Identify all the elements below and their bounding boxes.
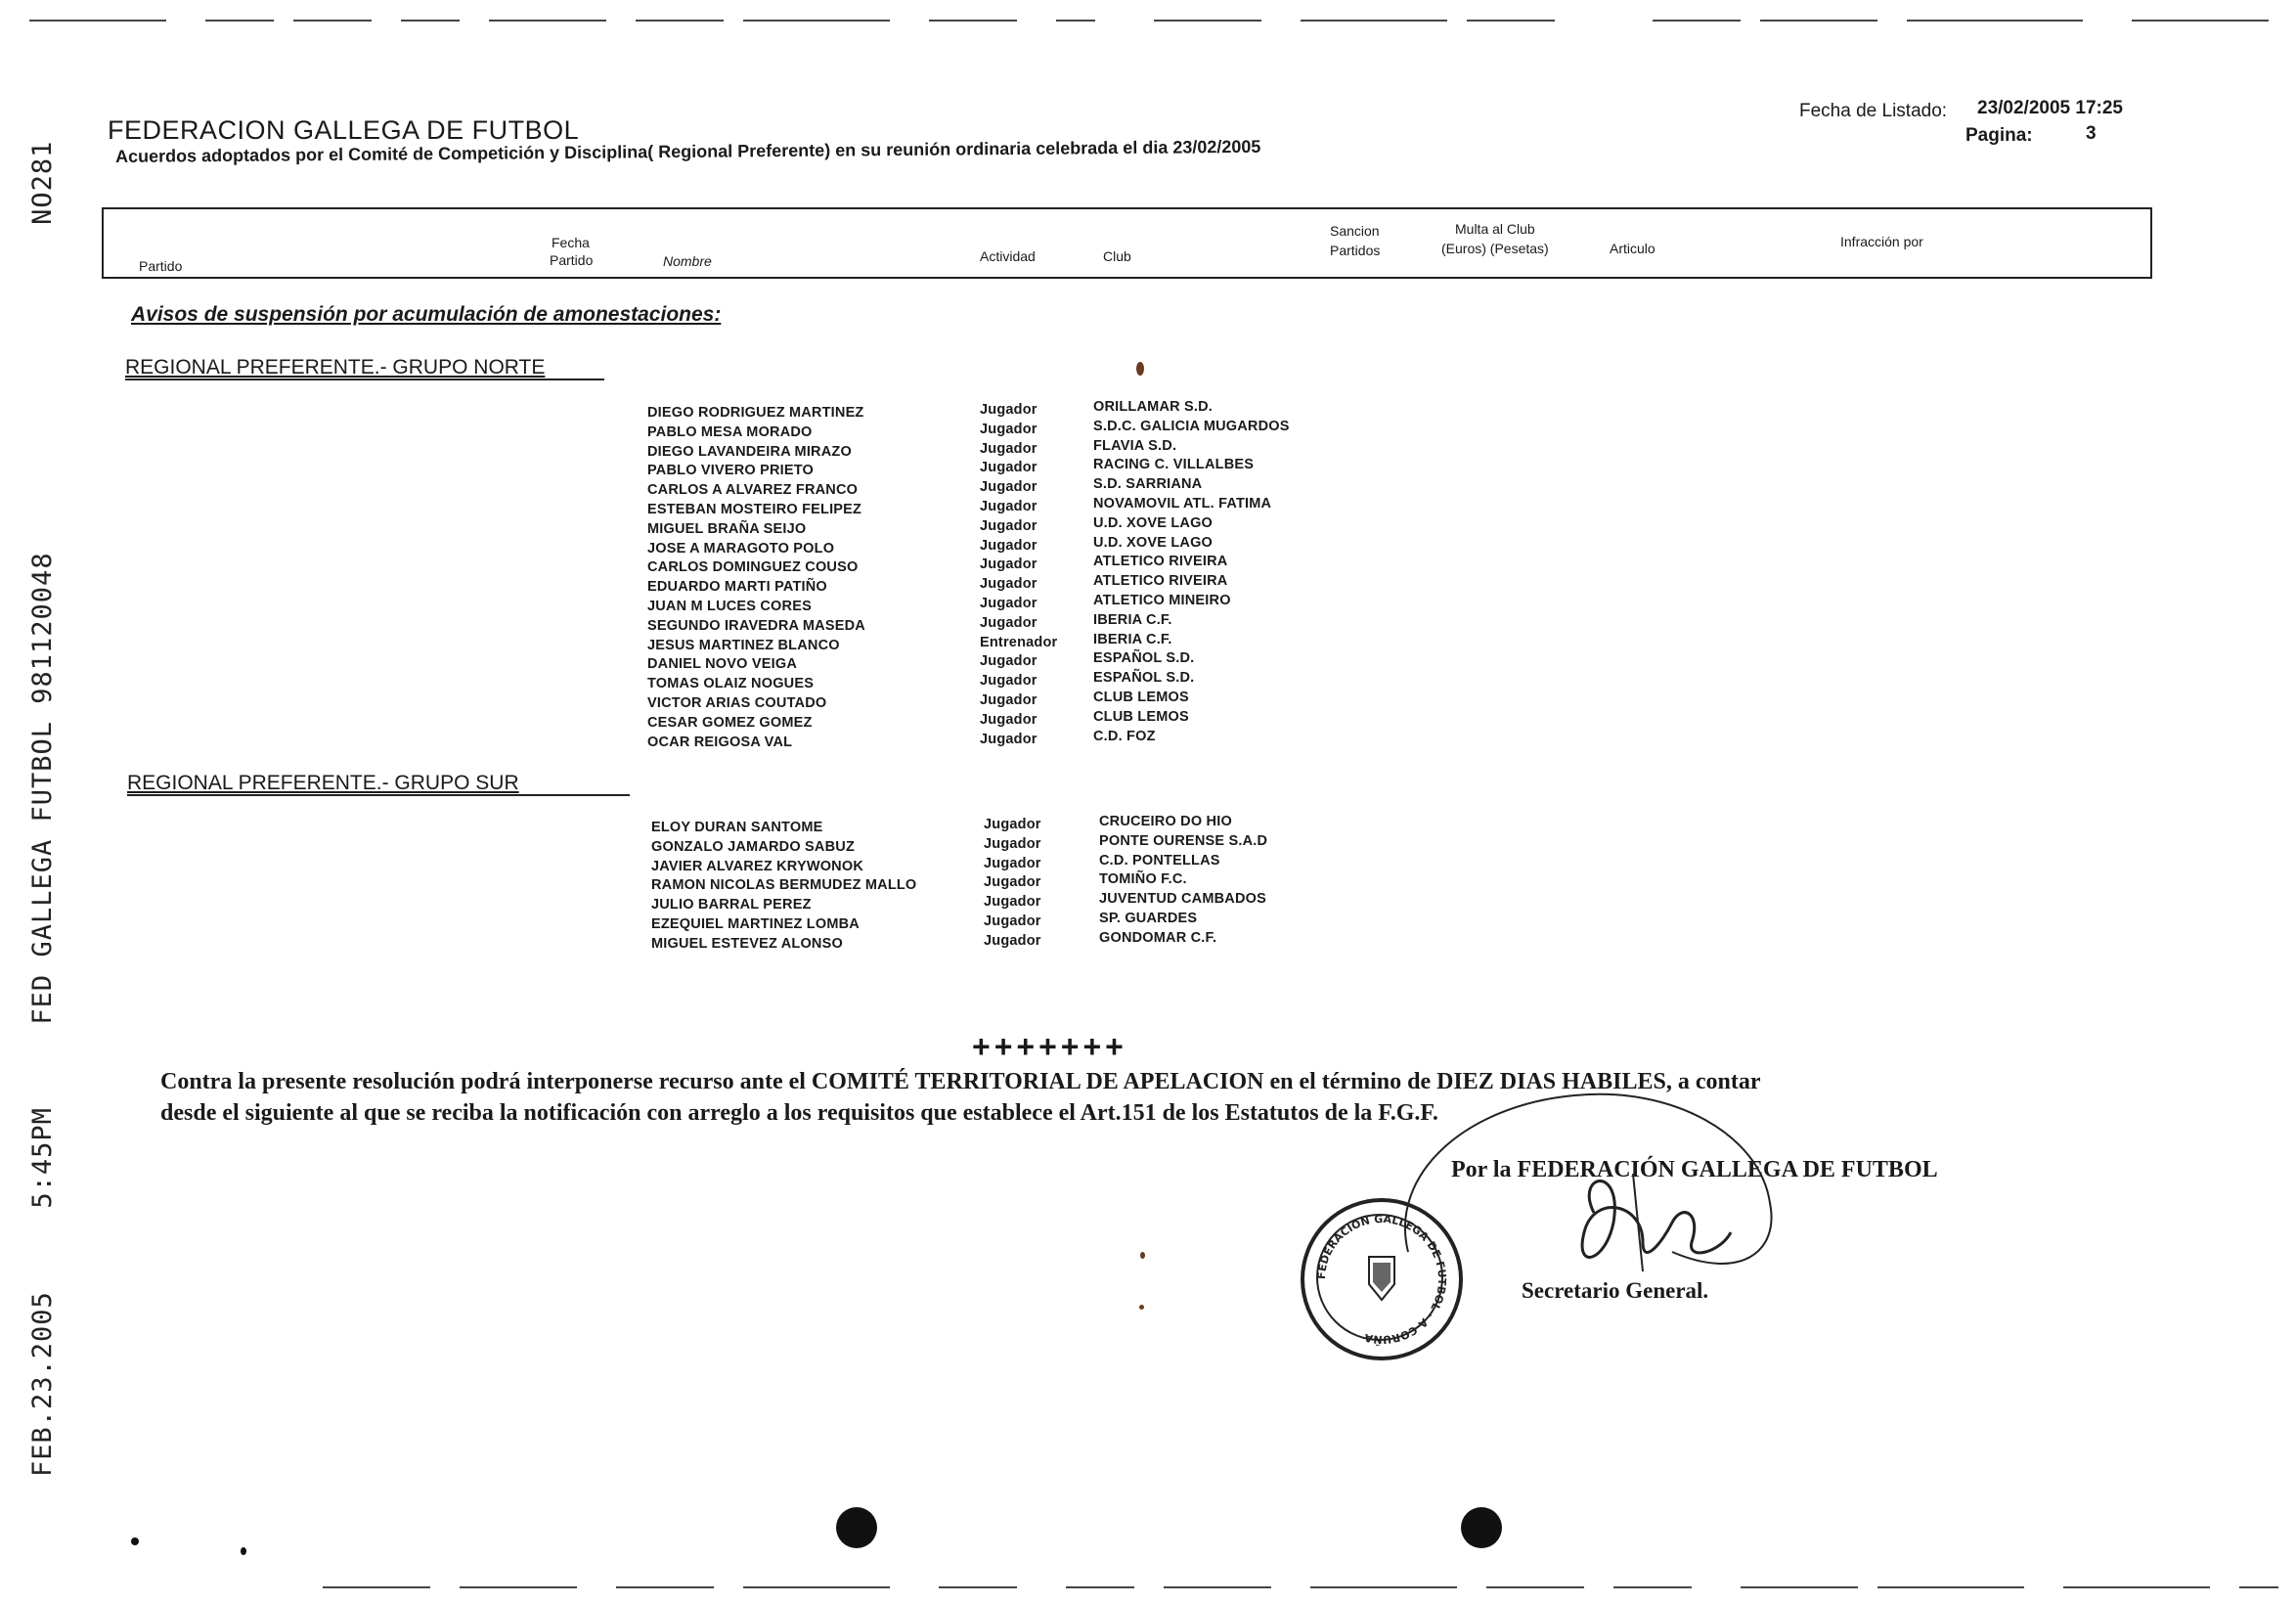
- bottom-scan-edge: [0, 1586, 2296, 1590]
- list-item: Jugador: [980, 402, 1038, 418]
- list-item: Entrenador: [980, 634, 1058, 650]
- ink-speck: [241, 1547, 246, 1555]
- fax-date: FEB.23.2005: [27, 1291, 58, 1477]
- list-item: Jugador: [980, 576, 1038, 593]
- list-item: ESPAÑOL S.D.: [1093, 670, 1195, 687]
- list-item: CRUCEIRO DO HIO: [1099, 814, 1232, 829]
- list-item: U.D. XOVE LAGO: [1093, 534, 1214, 551]
- list-item: CARLOS A ALVAREZ FRANCO: [647, 482, 859, 499]
- list-item: Jugador: [980, 557, 1038, 573]
- list-item: Jugador: [980, 711, 1038, 728]
- names-column-sur: [651, 820, 916, 956]
- list-item: Jugador: [984, 932, 1041, 949]
- list-item: TOMAS OLAIZ NOGUES: [647, 676, 815, 692]
- list-item: GONZALO JAMARDO SABUZ: [651, 838, 855, 855]
- separator-marks: +++++++: [972, 1029, 1127, 1064]
- list-item: Jugador: [980, 595, 1038, 611]
- list-item: GONDOMAR C.F.: [1099, 929, 1217, 946]
- list-item: S.D.C. GALICIA MUGARDOS: [1093, 418, 1290, 434]
- list-item: IBERIA C.F.: [1093, 631, 1172, 647]
- activity-column-sur: [984, 817, 1041, 953]
- fax-time: 5:45PM: [27, 1107, 58, 1209]
- col-multa-1: Multa al Club: [1455, 221, 1535, 237]
- list-item: MIGUEL BRAÑA SEIJO: [647, 520, 807, 537]
- federation-seal: [1301, 1198, 1463, 1360]
- col-nombre: Nombre: [663, 253, 712, 269]
- list-item: C.D. PONTELLAS: [1099, 852, 1220, 869]
- signed-by: Por la FEDERACIÓN GALLEGA DE FUTBOL: [1451, 1157, 1938, 1182]
- list-item: ELOY DURAN SANTOME: [651, 820, 823, 835]
- list-item: OCAR REIGOSA VAL: [647, 734, 793, 750]
- col-fecha-1: Fecha: [552, 235, 590, 250]
- ink-speck: [131, 1537, 139, 1545]
- list-item: Jugador: [980, 517, 1038, 534]
- column-header-bar: [102, 207, 2152, 279]
- list-item: EDUARDO MARTI PATIÑO: [647, 579, 827, 596]
- list-item: JUAN M LUCES CORES: [647, 598, 812, 614]
- list-item: DANIEL NOVO VEIGA: [647, 656, 797, 673]
- list-item: ATLETICO RIVEIRA: [1093, 554, 1228, 570]
- listing-date-label: Fecha de Listado:: [1799, 101, 1948, 121]
- list-item: SP. GUARDES: [1099, 910, 1198, 926]
- list-item: Jugador: [984, 874, 1041, 891]
- list-item: Jugador: [980, 731, 1038, 747]
- list-item: Jugador: [980, 691, 1038, 708]
- list-item: DIEGO LAVANDEIRA MIRAZO: [647, 443, 852, 460]
- list-item: ESPAÑOL S.D.: [1093, 650, 1195, 667]
- list-item: CLUB LEMOS: [1093, 708, 1189, 725]
- list-item: RACING C. VILLALBES: [1093, 457, 1255, 473]
- col-club: Club: [1103, 248, 1131, 264]
- names-column-norte: [647, 405, 865, 753]
- list-item: FLAVIA S.D.: [1093, 437, 1177, 454]
- group-title-sur: REGIONAL PREFERENTE.- GRUPO SUR: [127, 772, 519, 794]
- list-item: JESUS MARTINEZ BLANCO: [647, 637, 840, 653]
- appeal-notice-line-2: desde el siguiente al que se reciba la notificación con arreglo a los requisitos que establece el Art.151 de los Estatutos de la F.G.F.: [160, 1100, 1438, 1126]
- ink-speck: [1136, 362, 1144, 376]
- list-item: DIEGO RODRIGUEZ MARTINEZ: [647, 405, 864, 421]
- list-item: Jugador: [980, 653, 1038, 670]
- list-item: Jugador: [984, 835, 1041, 852]
- group-title-norte: REGIONAL PREFERENTE.- GRUPO NORTE: [125, 356, 546, 379]
- list-item: Jugador: [984, 817, 1041, 832]
- group-heading-sur: [127, 772, 519, 795]
- list-item: ORILLAMAR S.D.: [1093, 399, 1214, 415]
- list-item: Jugador: [980, 537, 1038, 554]
- col-partido: Partido: [139, 258, 183, 274]
- list-item: PABLO MESA MORADO: [647, 423, 813, 440]
- col-sancion-2: Partidos: [1330, 243, 1381, 258]
- list-item: ATLETICO MINEIRO: [1093, 592, 1231, 608]
- list-item: MIGUEL ESTEVEZ ALONSO: [651, 935, 843, 952]
- list-item: JOSE A MARAGOTO POLO: [647, 540, 835, 557]
- fax-number: NO281: [27, 140, 58, 225]
- list-item: Jugador: [984, 855, 1041, 871]
- list-item: CARLOS DOMINGUEZ COUSO: [647, 559, 859, 576]
- col-fecha-2: Partido: [550, 252, 594, 268]
- list-item: CESAR GOMEZ GOMEZ: [647, 714, 813, 731]
- list-item: U.D. XOVE LAGO: [1093, 514, 1214, 531]
- list-item: Jugador: [980, 479, 1038, 496]
- list-item: SEGUNDO IRAVEDRA MASEDA: [647, 617, 865, 634]
- club-column-norte: [1093, 399, 1290, 747]
- list-item: TOMIÑO F.C.: [1099, 871, 1187, 888]
- list-item: JUVENTUD CAMBADOS: [1099, 891, 1266, 908]
- list-item: NOVAMOVIL ATL. FATIMA: [1093, 495, 1272, 512]
- col-multa-2: (Euros) (Pesetas): [1441, 241, 1549, 256]
- list-item: VICTOR ARIAS COUTADO: [647, 694, 827, 711]
- list-item: JULIO BARRAL PEREZ: [651, 897, 812, 913]
- fax-transmission-header: [27, 0, 58, 1477]
- activity-column-norte: [980, 402, 1057, 750]
- list-item: Jugador: [980, 498, 1038, 514]
- group-heading-norte: [125, 356, 574, 379]
- list-item: Jugador: [980, 614, 1038, 631]
- group-underline-sur: [127, 794, 630, 796]
- punch-hole-right: [1461, 1507, 1502, 1548]
- fax-sender: FED GALLEGA FUTBOL 981120048: [27, 552, 58, 1025]
- list-item: C.D. FOZ: [1093, 728, 1156, 744]
- group-underline-norte: [125, 379, 604, 380]
- listing-date-value: 23/02/2005 17:25: [1977, 98, 2123, 118]
- col-sancion-1: Sancion: [1330, 223, 1380, 239]
- list-item: Jugador: [980, 460, 1038, 476]
- list-item: EZEQUIEL MARTINEZ LOMBA: [651, 915, 860, 932]
- seal-artwork: [1304, 1202, 1459, 1357]
- signer-title: Secretario General.: [1522, 1278, 1709, 1303]
- club-column-sur: [1099, 814, 1267, 950]
- list-item: Jugador: [980, 673, 1038, 690]
- list-item: Jugador: [984, 894, 1041, 911]
- page-number: 3: [2086, 123, 2097, 144]
- col-infraccion: Infracción por: [1840, 234, 1923, 249]
- list-item: Jugador: [984, 913, 1041, 929]
- list-item: IBERIA C.F.: [1093, 611, 1172, 628]
- list-item: ATLETICO RIVEIRA: [1093, 573, 1228, 590]
- list-item: JAVIER ALVAREZ KRYWONOK: [651, 858, 864, 874]
- punch-hole-left: [836, 1507, 877, 1548]
- section-title: Avisos de suspensión por acumulación de amonestaciones:: [131, 303, 722, 326]
- list-item: RAMON NICOLAS BERMUDEZ MALLO: [651, 877, 917, 894]
- page-label: Pagina:: [1965, 125, 2033, 146]
- list-item: Jugador: [980, 421, 1038, 437]
- col-articulo: Articulo: [1610, 241, 1656, 256]
- list-item: S.D. SARRIANA: [1093, 476, 1203, 493]
- organization-title: FEDERACION GALLEGA DE FUTBOL: [108, 115, 580, 145]
- seal-text: FEDERACION GALLEGA DE FUTBOL · A CORUÑA: [1314, 1212, 1449, 1347]
- ink-speck: [1140, 1252, 1145, 1259]
- list-item: PONTE OURENSE S.A.D: [1099, 832, 1268, 849]
- list-item: ESTEBAN MOSTEIRO FELIPEZ: [647, 501, 862, 517]
- appeal-notice-line-1: Contra la presente resolución podrá interponerse recurso ante el COMITÉ TERRITORIAL DE APELACION en el término de DIEZ DIAS HABILES, a contar: [160, 1069, 1761, 1094]
- list-item: PABLO VIVERO PRIETO: [647, 463, 815, 479]
- top-scan-edge: [0, 20, 2296, 23]
- ink-speck: [1139, 1305, 1144, 1310]
- col-actividad: Actividad: [980, 248, 1036, 264]
- list-item: Jugador: [980, 440, 1038, 457]
- list-item: CLUB LEMOS: [1093, 689, 1189, 705]
- document-subtitle: Acuerdos adoptados por el Comité de Competición y Disciplina( Regional Preferente) en su reunión ordinaria celebrada el dia 23/02/2005: [115, 136, 1261, 166]
